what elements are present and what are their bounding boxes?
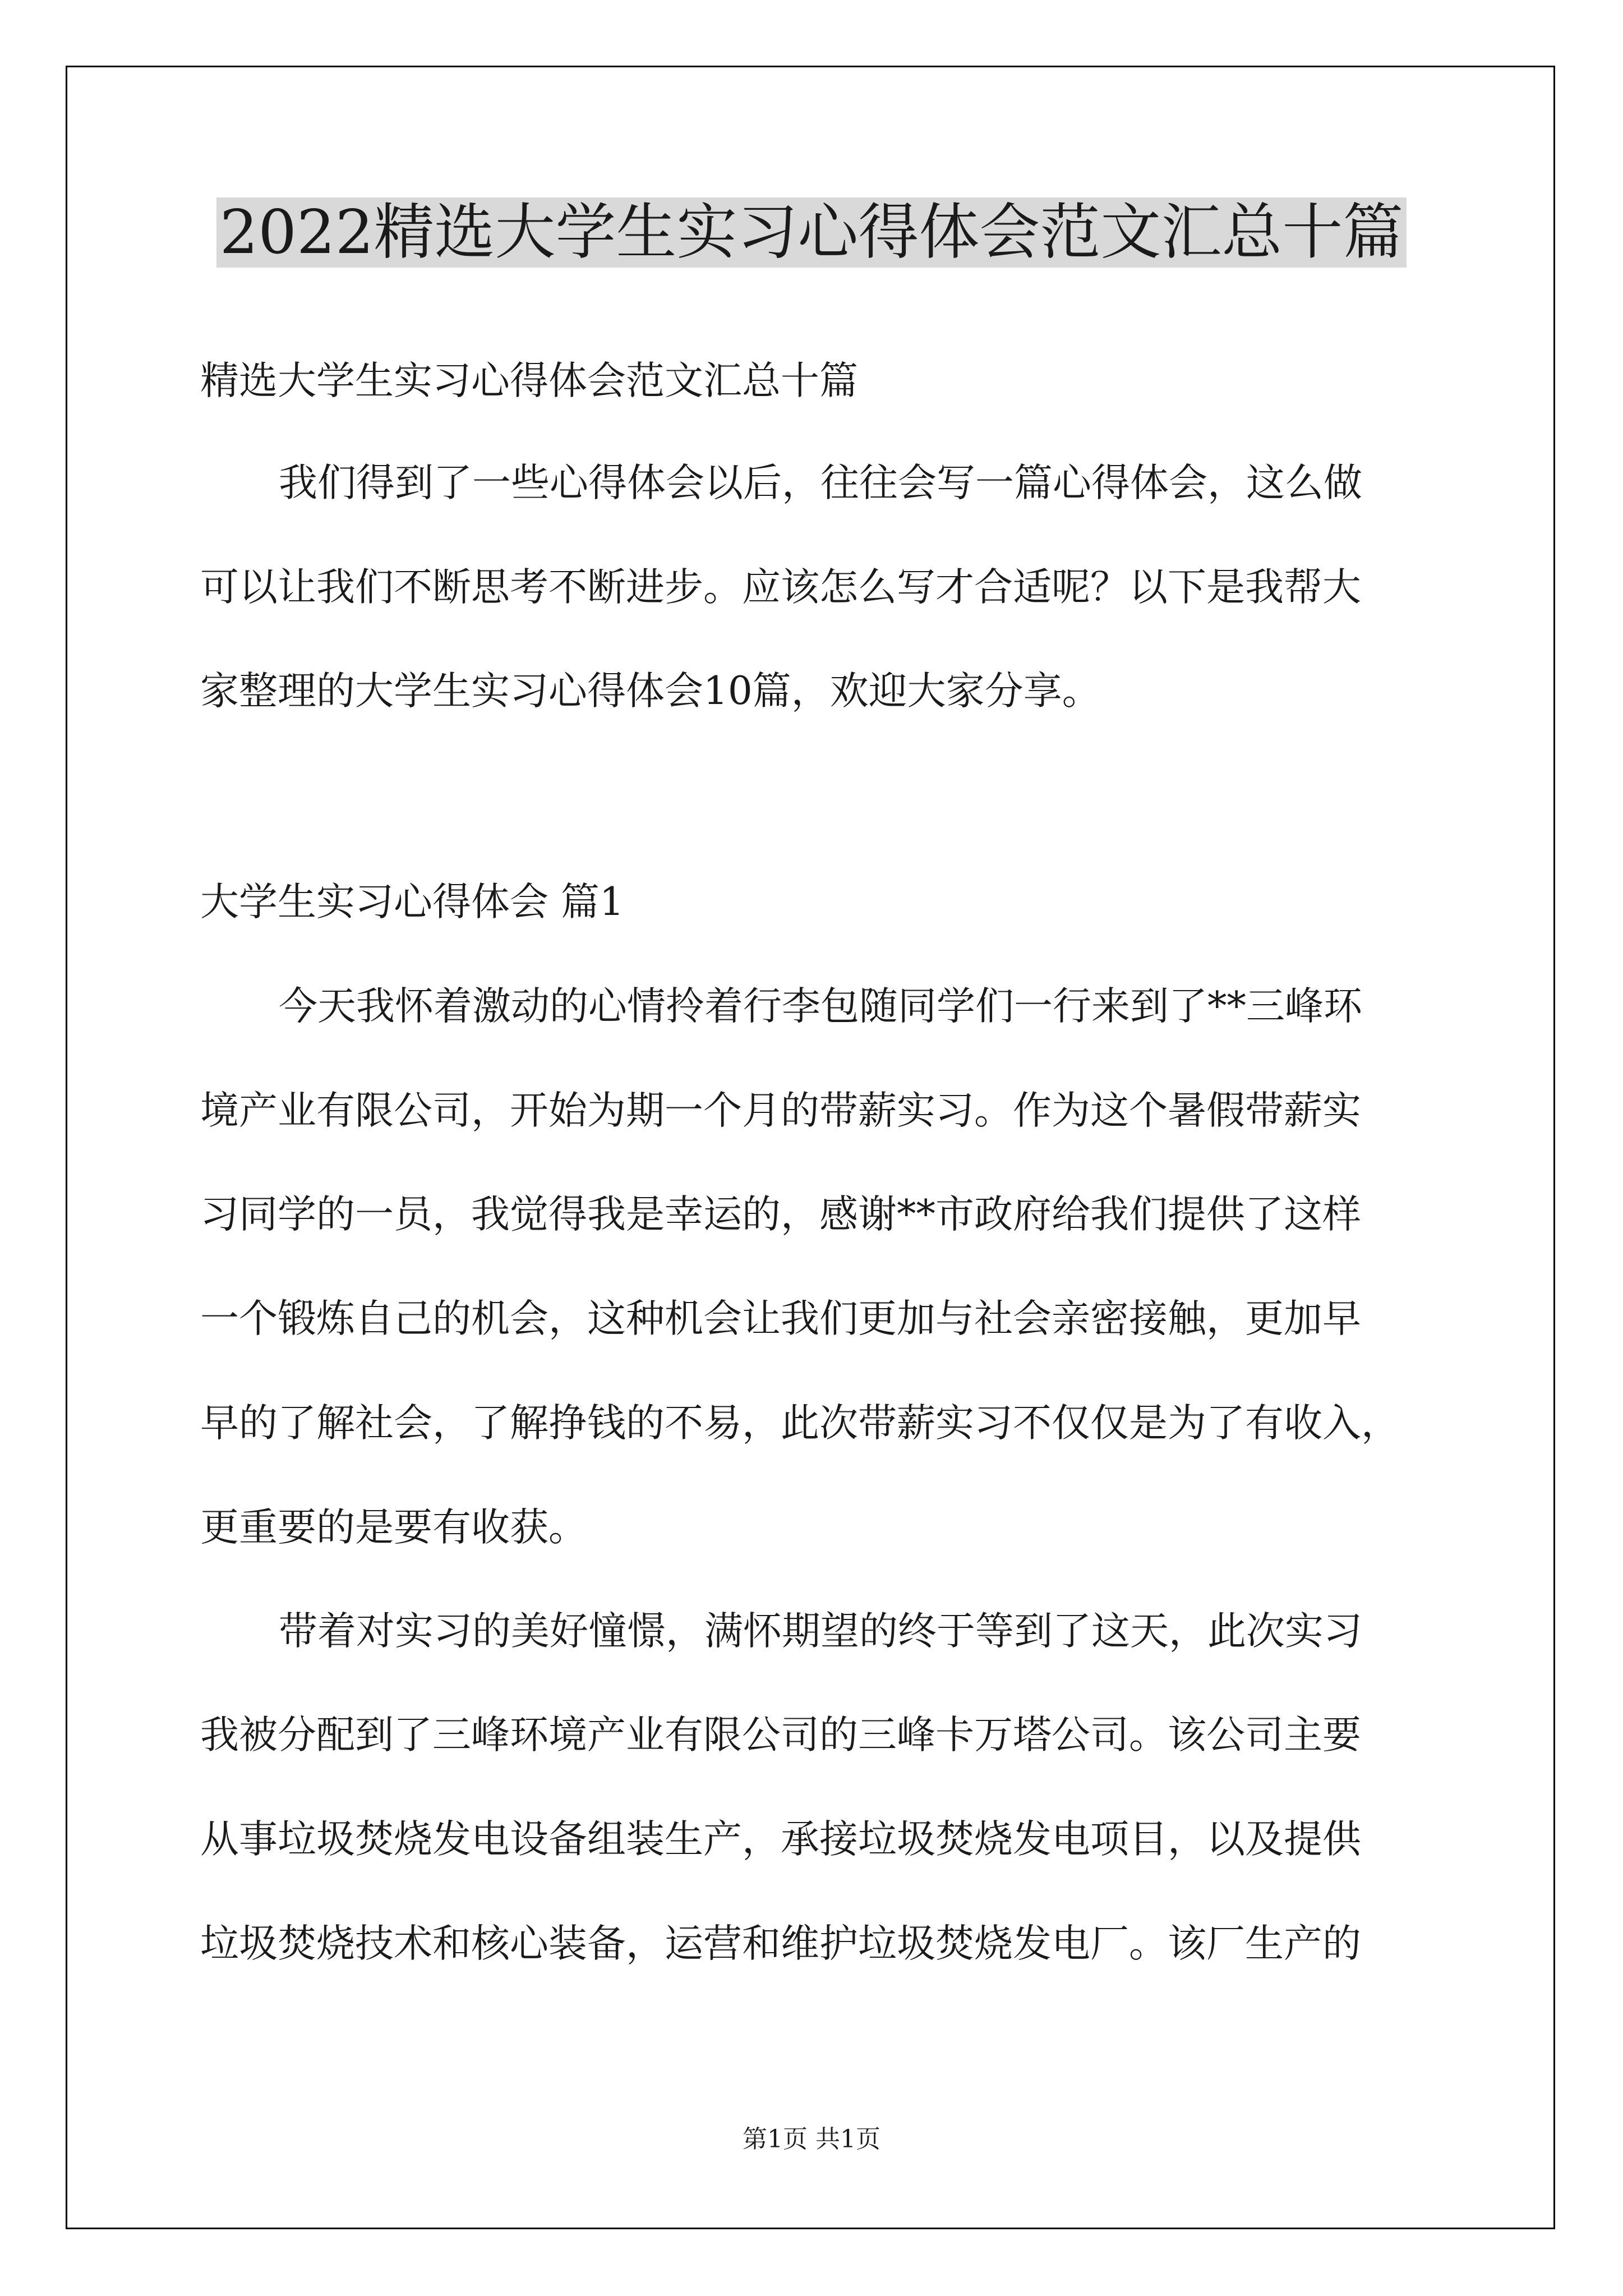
- paragraph-line: 今天我怀着激动的心情拎着行李包随同学们一行来到了**三峰环: [279, 984, 1362, 1029]
- intro-line: 可以让我们不断思考不断进步。应该怎么写才合适呢？以下是我帮大: [200, 565, 1361, 610]
- page-number-footer: 第1页 共1页: [743, 2125, 880, 2154]
- intro-line: 家整理的大学生实习心得体会10篇，欢迎大家分享。: [200, 669, 1101, 714]
- document-subtitle: 精选大学生实习心得体会范文汇总十篇: [200, 358, 858, 403]
- paragraph-line: 我被分配到了三峰环境产业有限公司的三峰卡万塔公司。该公司主要: [200, 1713, 1361, 1757]
- paragraph-line: 更重要的是要有收获。: [200, 1505, 587, 1550]
- section-heading: 大学生实习心得体会 篇1: [200, 880, 624, 924]
- document-title-text: 2022精选大学生实习心得体会范文汇总十篇: [216, 197, 1407, 268]
- intro-line: 我们得到了一些心得体会以后，往往会写一篇心得体会，这么做: [279, 461, 1362, 505]
- paragraph-line: 带着对实习的美好憧憬，满怀期望的终于等到了这天，此次实习: [279, 1609, 1362, 1654]
- paragraph-line: 早的了解社会，了解挣钱的不易，此次带薪实习不仅仅是为了有收入，: [200, 1401, 1400, 1446]
- document-title: [0, 191, 1623, 275]
- paragraph-line: 一个锻炼自己的机会，这种机会让我们更加与社会亲密接触，更加早: [200, 1296, 1361, 1341]
- paragraph-line: 境产业有限公司，开始为期一个月的带薪实习。作为这个暑假带薪实: [200, 1088, 1361, 1133]
- paragraph-line: 从事垃圾焚烧发电设备组装生产，承接垃圾焚烧发电项目，以及提供: [200, 1817, 1361, 1862]
- paragraph-line: 垃圾焚烧技术和核心装备，运营和维护垃圾焚烧发电厂。该厂生产的: [200, 1921, 1361, 1966]
- paragraph-line: 习同学的一员，我觉得我是幸运的，感谢**市政府给我们提供了这样: [200, 1192, 1361, 1237]
